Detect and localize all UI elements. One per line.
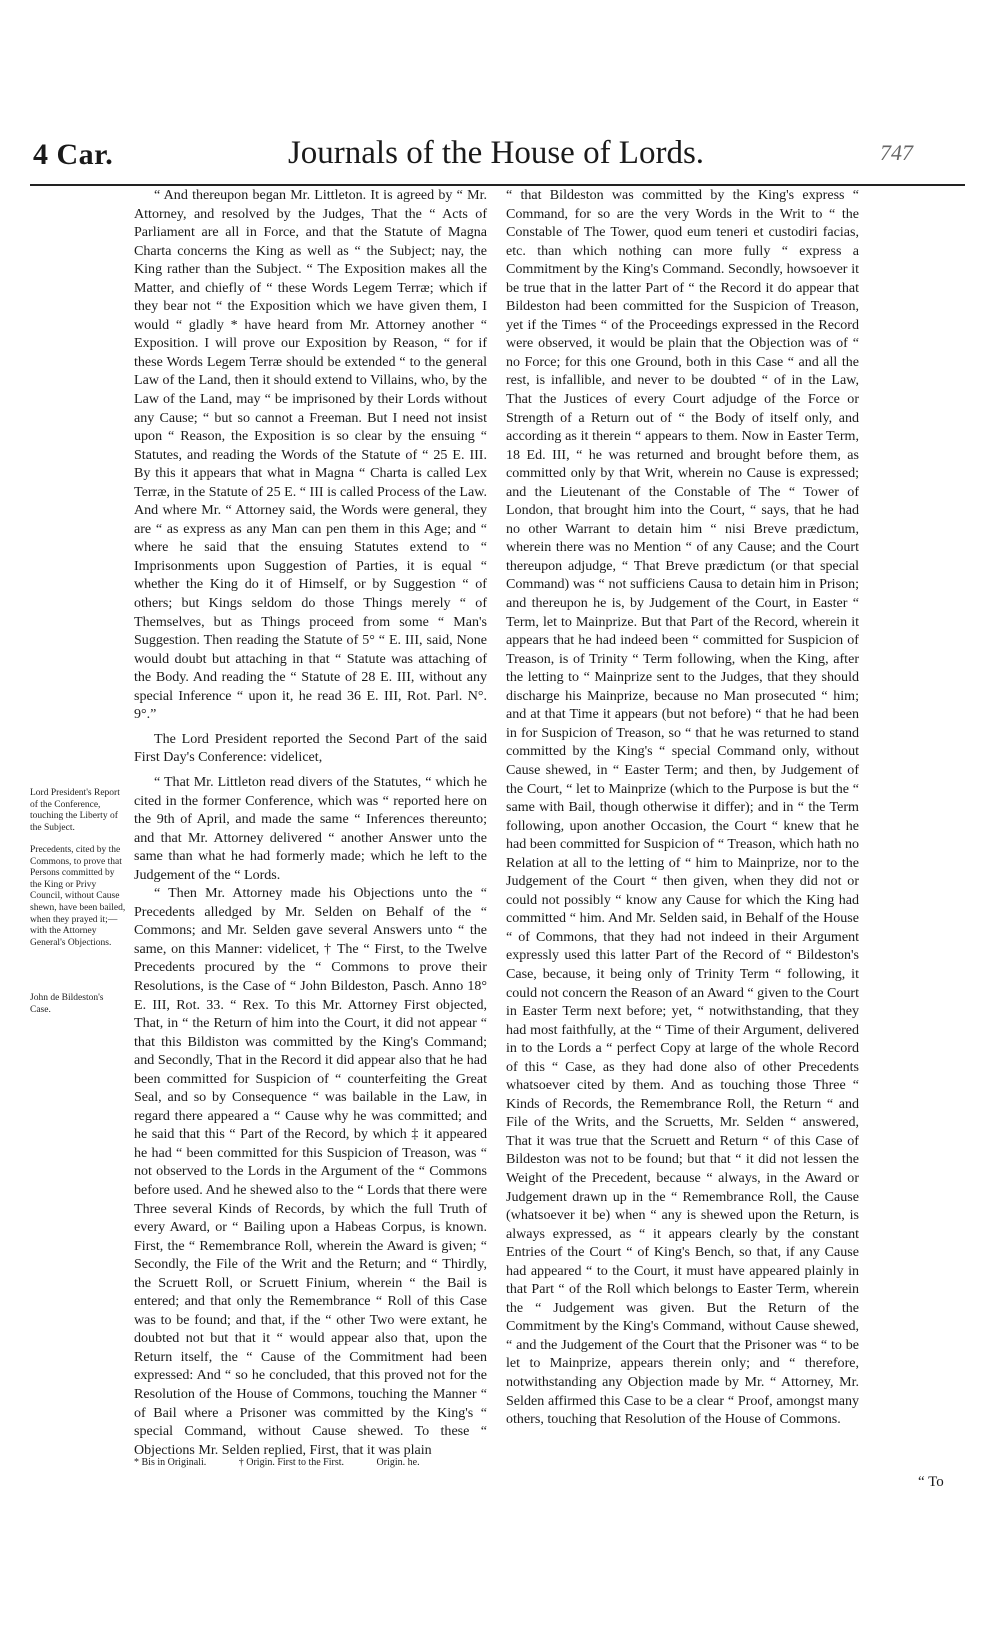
footnotes xyxy=(134,1457,534,1468)
footnote-origin-first: † Origin. First to the First. xyxy=(238,1457,345,1468)
page-title: Journals of the House of Lords. xyxy=(287,135,705,171)
paragraph-attorney-objections: “ Then Mr. Attorney made his Objections unto the “ Precedents alledged by Mr. Selden on Behalf of the “ Commons; and Mr. Selden gave several Answers unto “ the same, on this Manner: videlicet, † The “ First, to the Twelve Precedents procured by the “ Commons to prove their Resolutions, is the Case of “ John Bildeston, Pasch. Anno 18° E. III, Rot. 33. “ Rex. To this Mr. Attorney First objected, That, in “ the Return of him into the Court, it did not appear “ that this Bildiston was committed by the King's Command; and Secondly, That in the Record it did appear also that he had been committed for Suspicion of “ counterfeiting the Great Seal, and so by Consequence “ was bailable in the Law, in regard there appeared a “ Cause why he was committed; and he said that this “ Part of the Record, by which ‡ it appeared he had “ been committed for this Suspicion of Treason, was “ not observed to the Lords in the Argument of the “ Commons before used. And he shewed also to the “ Lords that there were Three several Kinds of Records, by which the full Truth of every Award, or “ Bailing upon a Habeas Corpus, is known. First, the “ Remembrance Roll, wherein the Award is given; “ Secondly, the File of the Writ and the Return; and “ Thirdly, the Scruett Roll, or Scruett Finium, wherein “ the Bail is entered; and that only the Remembrance “ Roll of this Case was to be found; and that, if the “ other Two were extant, he doubted not but that it “ would appear also that, upon the Return itself, the “ Cause of the Commitment had been expressed: And “ so he concluded, that this proved not for the Resolution of the House of Commons, touching the Manner “ of Bail where a Prisoner was committed by the King's “ special Command, without Cause shewed. To these “ Objections Mr. Selden replied, First, that it was plain xyxy=(134,885,487,1458)
paragraph-littleton: “ And thereupon began Mr. Littleton. It is agreed by “ Mr. Attorney, and resolved by the Judges, That the “ Acts of Parliament are all in Force, and that the Statute of Magna Charta concerns the King as well as “ the Subject; nay, the King rather than the Subject. “ The Exposition makes all the Matter, and chiefly of “ these Words Legem Terræ; which if they bear not “ the Exposition which we have given them, I would “ gladly * have heard from Mr. Attorney another “ Exposition. I will prove our Exposition by Reason, “ for if these Words Legem Terræ should be extended “ to the general Law of the Land, then it should extend to Villains, who, by the Law of the Land, may “ be imprisoned by their Lords without any Cause; “ but so cannot a Freeman. But I need not insist upon “ Reason, the Exposition is so clear by the ensuing “ Statutes, and reading the Words of the Statute of “ 25 E. III. By this it appears that what in Magna “ Charta is called Lex Terræ, in the Statute of 25 E. “ III is called Process of the Law. And where Mr. “ Attorney said, the Words were general, they are “ as express as any Man can pen them in this Age; and “ where he said that the ensuing Statutes extend to “ Imprisonments upon Suggestion of Parties, it is equal “ whether the King do it of Himself, or by Suggestion “ of others; but Kings seldom do those Things merely “ of Themselves, but as Things proceed from some “ Man's Suggestion. Then reading the Statute of 5° “ E. III, said, None would doubt but attaching in that “ Statute was attaching of the Body. And reading the “ Statute of 28 E. III, without any special Inference “ upon it, he read 36 E. III, Rot. Parl. N°. 9°.” xyxy=(134,187,487,723)
paragraph-president-report: The Lord President reported the Second Part of the said First Day's Conference: videlicet, xyxy=(134,730,487,766)
catchword: “ To xyxy=(918,1474,944,1490)
left-column xyxy=(134,186,487,1459)
page-number: 747 xyxy=(880,140,913,165)
footnote-bis: * Bis in Originali. xyxy=(134,1457,207,1468)
margin-note-precedents: Precedents, cited by the Commons, to prove that Persons committed by the King or Privy Council, without Cause shewn, have been bailed, when they prayed it;—with the Attorney General's Objections. xyxy=(30,845,126,948)
regnal-year: 4 Car. xyxy=(33,138,114,171)
margin-note-lord-president: Lord President's Report of the Conference, touching the Liberty of the Subject. xyxy=(30,788,120,833)
paragraph-littleton-statutes: “ That Mr. Littleton read divers of the Statutes, “ which he cited in the former Conference, which was “ reported here on the 9th of April, and made the same “ Inferences thereunto; and that Mr. Attorney delivered “ another Answer unto the same than what he had formerly made; which he left to the Judgement of the “ Lords. xyxy=(134,773,487,883)
right-column xyxy=(506,186,859,1429)
footnote-origin-he: Origin. he. xyxy=(376,1457,420,1468)
margin-note-bildeston: John de Bildeston's Case. xyxy=(30,993,104,1015)
paragraph-selden-reply: “ that Bildeston was committed by the King's express “ Command, for so are the very Words in the Writ to “ the Constable of The Tower, quod eum teneri et custodiri facias, etc. than which nothing can more fully “ express a Commitment by the King's Command. Secondly, howsoever it be true that in the latter Part of “ the Record it do appear that Bildeston had been committed for the Suspicion of Treason, yet if the Times “ of the Proceedings expressed in the Record were observed, it would be plain that the Objection was of “ no Force; for this one Ground, both in this Case “ and all the rest, is infallible, and never to be doubted “ of in the Law, That the Justices of every Court adjudge of the Force or Strength of a Return out of “ the Body of itself only, and according as it therein “ appears to them. Now in Easter Term, 18 Ed. III, “ he was returned and brought before them, as committed only by that Writ, wherein no Cause is expressed; and the Lieutenant of the Constable of The “ Tower of London, that brought him into the Court, “ says, that he had no other Warrant to detain him “ nisi Breve prædictum, wherein there was no Mention “ of any Cause; and the Court thereupon adjudge, “ That Breve prædictum (or that special Command) was “ not sufficiens Causa to detain him in Prison; and thereupon he is, by Judgement of the Court, in Easter “ Term, let to Mainprize. But that Part of the Record, wherein it appears that he had indeed been “ committed for Suspicion of Treason, is of Trinity “ Term following, when the King, after the letting to “ Mainprize sent to the Judges, that they should discharge his Mainprize, because no Man prosecuted “ him; and at that Time it appears (but not before) “ that he had been in for Suspicion of Treason, so “ that he was returned to stand committed by the King's “ special Command only, without Cause shewed, in “ Easter Term; and then, by Judgement of the Court, “ let to Mainprize (which to the Purpose is but the “ same with Bail, though otherwise it differ); and in “ the Term following, upon another Occasion, the Court “ knew that he had been committed for Suspicion of “ Treason, which hath no Relation at all to the letting of “ him to Mainprize, nor to the Judgement of the Court “ then given, when they did not or could not possibly “ know any Cause for which the King had committed “ him. And Mr. Selden said, in Behalf of the House “ of Commons, that they had not indeed in their Argument expressly used this latter Part of the Record of “ Bildeston's Case, because, it being only of Trinity Term “ following, it could not concern the Reason of an Award “ given to the Court in Easter Term next before; yet, “ notwithstanding, that they had most faithfully, at the “ Time of their Argument, delivered in to the Lords a “ perfect Copy at large of the whole Record of this “ Case, as they had done also of other Precedents whatsoever cited by them. And as touching those Three “ Kinds of Records, the Remembrance Roll, the Return “ and File of the Writs, and the Scruetts, Mr. Selden “ answered, That it was true that the Scruett and Return “ of this Case of Bildeston was not to be found; but that “ it did not lessen the Weight of the Precedent, because “ always, in the Award or Judgement drawn up in the “ Remembrance Roll, the Cause (whatsoever it be) when “ any is shewed upon the Return, is always expressed, as “ it appears clearly by the constant Entries of the Court “ of King's Bench, so that, if any Cause had appeared “ to the Court, it must have appeared plainly in that Part “ of the Roll which belongs to Easter Term, wherein the “ Judgement was given. But the Return of the Commitment by the King's Command, without Cause shewed, “ and the Judgement of the Court that the Prisoner was “ to be let to Mainprize, appears therein only; and “ therefore, notwithstanding any Objection made by Mr. “ Attorney, Mr. Selden affirmed this Case to be a clear “ Proof, amongst many others, touching that Resolution of the House of Commons. xyxy=(506,187,859,1428)
